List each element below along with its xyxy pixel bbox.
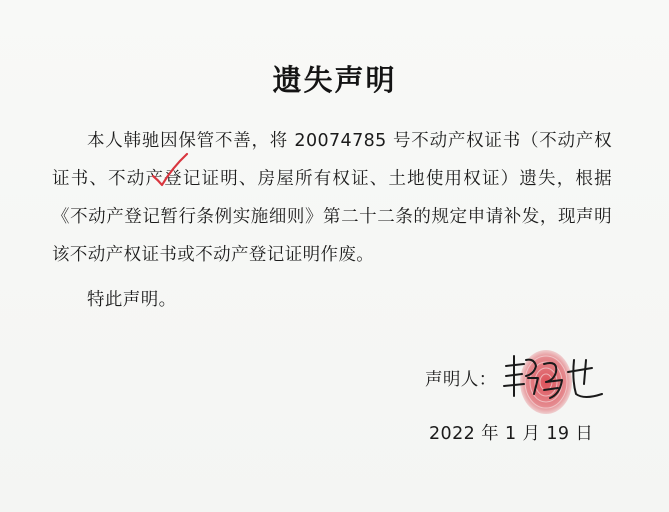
- handwritten-signature: [500, 350, 610, 410]
- closing-statement: 特此声明。: [87, 290, 177, 310]
- document-title: 遗失声明: [272, 63, 397, 97]
- red-checkmark-icon: [150, 152, 190, 188]
- declaration-body: 本人韩驰因保管不善，将 20074785 号不动产权证书（不动产权证书、不动产登记证明、房屋所有权证、土地使用权证）遗失，根据《不动产登记暂行条例实施细则》第二十二条的规定申请补发，现声明该不动产权证书或不动产登记证明作废。: [52, 131, 612, 265]
- declarant-label: 声明人：: [425, 370, 497, 390]
- declaration-date: 2022 年 1 月 19 日: [429, 424, 594, 444]
